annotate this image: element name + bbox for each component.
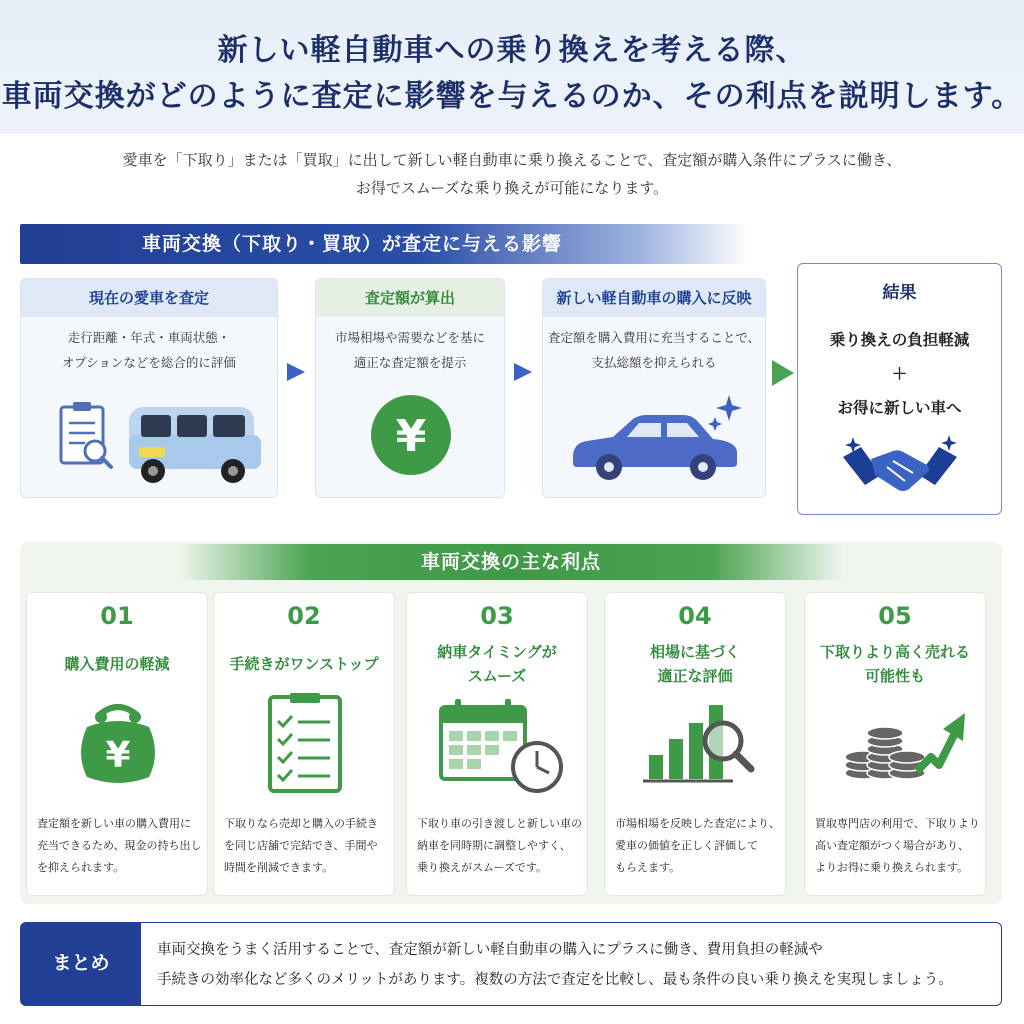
benefit-text <box>417 813 583 879</box>
coins-arrow-icon <box>805 693 985 803</box>
result-card <box>797 263 1002 515</box>
arrow-right-icon <box>287 363 305 381</box>
benefit-number: 02 <box>287 602 321 630</box>
step-desc-line: 支払総額を抑えられる <box>591 355 717 370</box>
result-line2: お得に新しい車へ <box>837 399 962 417</box>
benefit-text-line: 下取りなら売却と購入の手続き <box>224 817 378 830</box>
step-description <box>543 317 765 375</box>
benefit-number: 04 <box>678 602 712 630</box>
benefit-title-line: 相場に基づく <box>649 643 740 661</box>
benefit-title-line: スムーズ <box>467 667 527 685</box>
benefit-title <box>214 637 394 691</box>
step-desc-line: オプションなどを総合的に評価 <box>62 355 236 370</box>
result-line1: 乗り換えの負担軽減 <box>829 331 970 349</box>
benefit-card <box>604 592 786 896</box>
chart-magnifier-icon <box>605 693 785 803</box>
benefit-title-line: 可能性も <box>864 667 925 685</box>
benefit-title-line: 適正な評価 <box>657 667 733 685</box>
benefit-text-line: 愛車の価値を正しく評価して <box>615 839 758 852</box>
benefit-text-line: よりお得に乗り換えられます。 <box>815 861 969 874</box>
summary-box <box>20 922 1002 1006</box>
benefit-text-line: 時間を削減できます。 <box>224 861 334 874</box>
intro-line1: 愛車を「下取り」または「買取」に出して新しい軽自動車に乗り換えることで、査定額が購入条件にプラスに働き、 <box>122 151 902 169</box>
car-appraisal-icon <box>21 387 277 497</box>
step-description <box>316 317 504 375</box>
svg-text:¥: ¥ <box>105 735 131 776</box>
benefit-title-line: 購入費用の軽減 <box>64 655 170 673</box>
arrow-right-icon <box>772 360 794 386</box>
benefit-text-line: 市場相場を反映した査定により、 <box>615 817 780 830</box>
benefit-number: 01 <box>100 602 134 630</box>
step-title: 査定額が算出 <box>316 279 504 317</box>
page-title-line1: 新しい軽自動車への乗り換えを考える際、 <box>217 33 807 68</box>
benefit-card <box>26 592 208 896</box>
benefit-title <box>805 637 985 691</box>
benefit-number: 05 <box>878 602 912 630</box>
summary-label: まとめ <box>21 923 141 1005</box>
step-calculate-card <box>315 278 505 498</box>
step-apply-card <box>542 278 766 498</box>
summary-text <box>157 935 953 995</box>
page-header <box>0 0 1024 134</box>
calendar-clock-icon <box>407 693 587 803</box>
benefit-text <box>37 813 203 879</box>
page-title-line2: 車両交換がどのように査定に影響を与えるのか、その利点を説明します。 <box>1 79 1023 114</box>
benefit-text <box>615 813 781 879</box>
checklist-icon <box>214 693 394 803</box>
benefit-text-line: もらえます。 <box>615 861 681 874</box>
summary-line: 手続きの効率化など多くのメリットがあります。複数の方法で査定を比較し、最も条件の良い乗り換えを実現しましょう。 <box>157 972 953 988</box>
step-description <box>21 317 277 375</box>
benefit-text-line: 充当できるため、現金の持ち出し <box>37 839 202 852</box>
benefit-text <box>224 813 390 879</box>
yen-purse-icon <box>27 693 207 803</box>
benefit-text-line: 下取り車の引き渡しと新しい車の <box>417 817 582 830</box>
benefit-text-line: を抑えられます。 <box>37 861 125 874</box>
benefit-number: 03 <box>480 602 514 630</box>
section2-title: 車両交換の主な利点 <box>178 544 844 580</box>
benefit-title <box>27 637 207 691</box>
benefit-title-line: 手続きがワンストップ <box>229 655 379 673</box>
benefit-card <box>406 592 588 896</box>
benefit-title-line: 下取りより高く売れる <box>819 643 970 661</box>
benefit-text-line: 高い査定額がつく場合があり、 <box>815 839 969 852</box>
benefit-text-line: 乗り換えがスムーズです。 <box>417 861 548 874</box>
intro-line2: お得でスムーズな乗り換えが可能になります。 <box>355 179 669 197</box>
yen-coin-icon <box>316 387 504 497</box>
svg-text:¥: ¥ <box>395 411 427 462</box>
result-title: 結果 <box>882 283 917 303</box>
step-desc-line: 市場相場や需要などを基に <box>334 330 485 345</box>
step-desc-line: 走行距離・年式・車両状態・ <box>67 330 231 345</box>
benefit-card <box>804 592 986 896</box>
benefit-title <box>605 637 785 691</box>
result-plus: ＋ <box>891 365 908 383</box>
summary-line: 車両交換をうまく活用することで、査定額が新しい軽自動車の購入にプラスに働き、費用負担の軽減や <box>157 942 823 958</box>
step-title: 新しい軽自動車の購入に反映 <box>543 279 765 317</box>
benefit-text <box>815 813 981 879</box>
benefit-title-line: 納車タイミングが <box>437 643 557 661</box>
arrow-right-icon <box>514 363 532 381</box>
handshake-icon <box>798 435 1001 503</box>
step-appraise-card <box>20 278 278 498</box>
step-desc-line: 査定額を購入費用に充当することで、 <box>547 330 761 345</box>
benefit-card <box>213 592 395 896</box>
benefit-text-line: 納車を同時期に調整しやすく、 <box>417 839 571 852</box>
section1-title: 車両交換（下取り・買取）が査定に与える影響 <box>20 224 750 264</box>
intro-text <box>0 146 1024 202</box>
benefit-text-line: 買取専門店の利用で、下取りより <box>815 817 980 830</box>
new-car-icon <box>543 387 765 497</box>
step-title: 現在の愛車を査定 <box>21 279 277 317</box>
benefit-text-line: 査定額を新しい車の購入費用に <box>37 817 191 830</box>
step-desc-line: 適正な査定額を提示 <box>353 355 467 370</box>
benefit-text-line: を同じ店舗で完結でき、手間や <box>224 839 378 852</box>
benefit-title <box>407 637 587 691</box>
